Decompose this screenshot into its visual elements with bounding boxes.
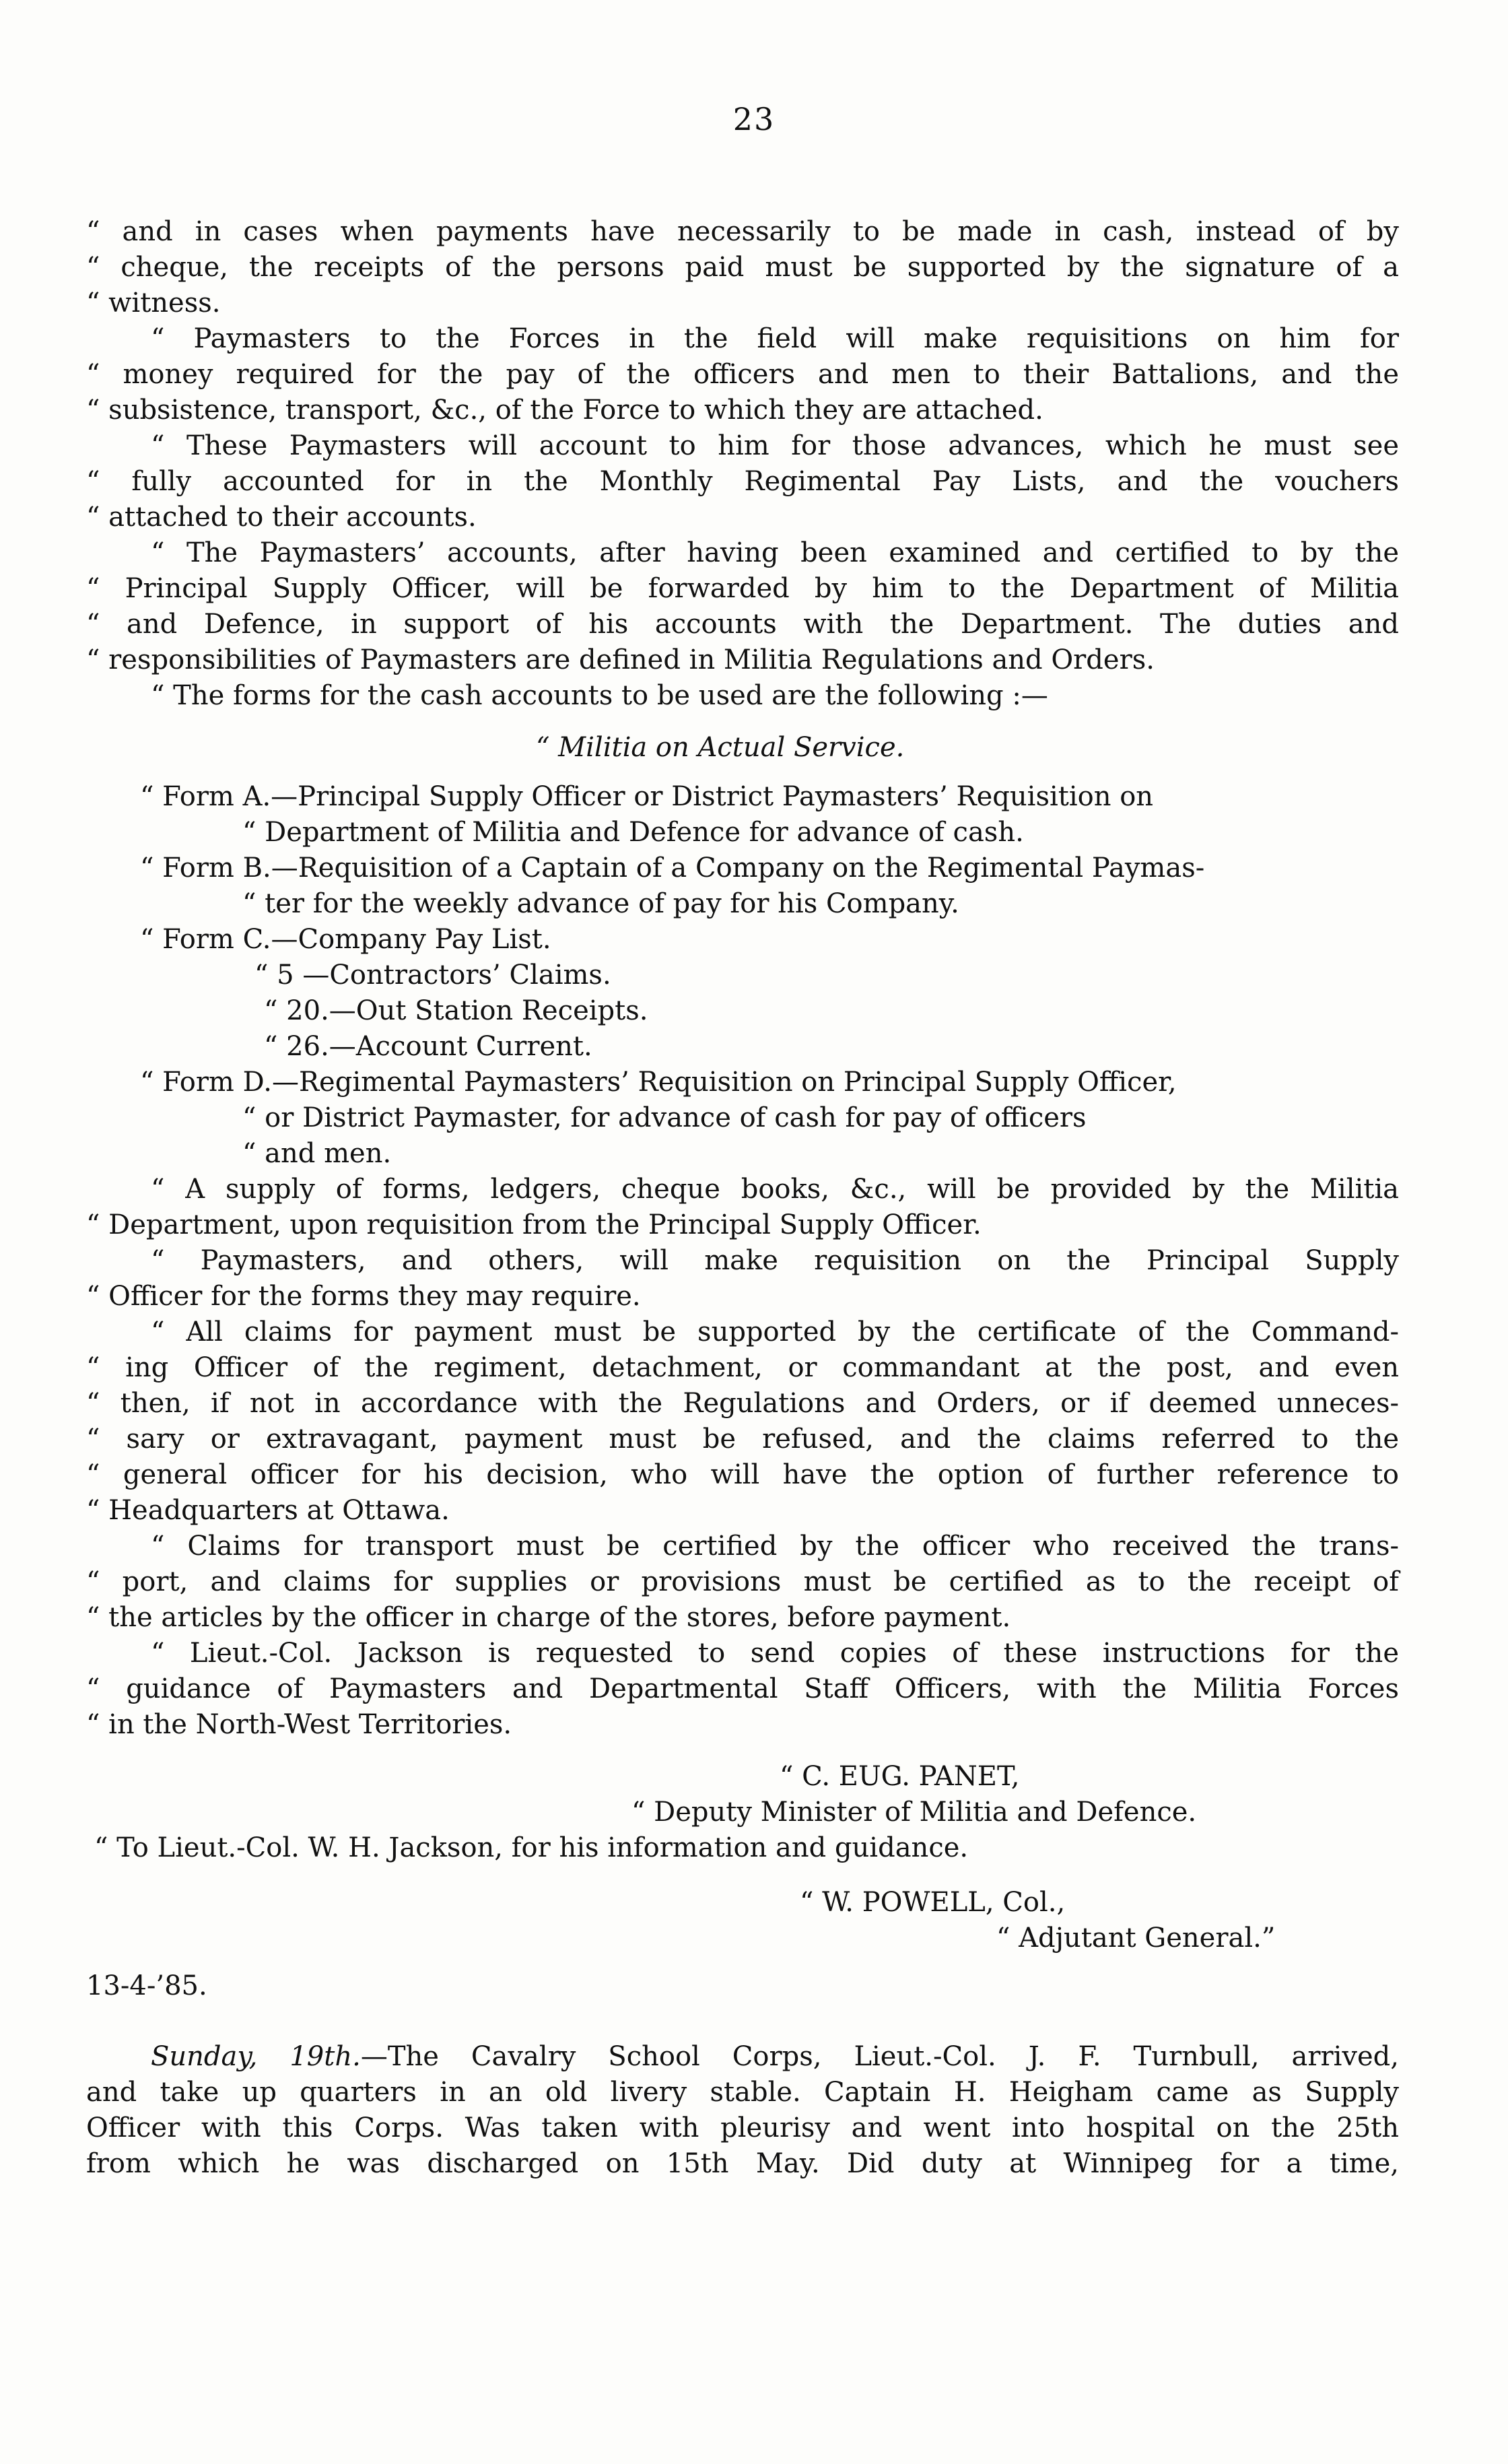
text-line: “ the articles by the officer in charge of the stores, before payment. [86,1602,1011,1633]
paragraph-paymasters-requisitions [86,321,1399,428]
date-line: 13-4-’85. [86,1970,207,2001]
form-item-continued: “ Department of Militia and Defence for advance of cash. [242,817,1024,848]
paragraph-cheque-payments [86,214,1399,321]
text-span: —The Cavalry School Corps, Lieut.-Col. J. F. Turnbull, arrived, [360,2041,1399,2072]
paragraph-cavalry-school [86,2039,1399,2182]
form-item: “ Form D.—Regimental Paymasters’ Requisition on Principal Supply Officer, [140,1067,1177,1098]
text-line: and take up quarters in an old livery stable. Captain H. Heigham came as Supply [86,2077,1399,2108]
text-line: “ All claims for payment must be supported by the certificate of the Command- [151,1317,1399,1347]
text-line: “ money required for the pay of the officers and men to their Battalions, and the [86,359,1399,390]
text-line: “ Lieut.-Col. Jackson is requested to send copies of these instructions for the [151,1638,1399,1669]
text-line: “ guidance of Paymasters and Departmental Staff Officers, with the Militia Forces [86,1673,1399,1704]
text-line: “ Principal Supply Officer, will be forwarded by him to the Department of Militia [86,573,1399,604]
paragraph-jackson-instructions [86,1636,1399,1743]
text-line: “ general officer for his decision, who will have the option of further reference to [86,1459,1399,1490]
text-line: “ Department, upon requisition from the Principal Supply Officer. [86,1209,982,1240]
form-item: “ Form A.—Principal Supply Officer or District Paymasters’ Requisition on [140,781,1154,812]
paragraph-transport-claims [86,1529,1399,1636]
text-line: “ and in cases when payments have necessarily to be made in cash, instead of by [86,216,1399,247]
section-heading: “ Militia on Actual Service. [536,732,905,763]
text-line: “ The Paymasters’ accounts, after having been examined and certified to by the [151,537,1399,568]
paragraph-account-advances [86,428,1399,535]
text-line: “ and Defence, in support of his accounts with the Department. The duties and [86,609,1399,640]
text-line: “ in the North-West Territories. [86,1709,512,1740]
text-line: “ then, if not in accordance with the Regulations and Orders, or if deemed unneces- [86,1388,1399,1419]
paragraph-supply-of-forms [86,1172,1399,1243]
signature-panet [86,1759,1399,1830]
form-item-continued: “ or District Paymaster, for advance of cash for pay of officers [242,1102,1087,1133]
text-line: “ These Paymasters will account to him for those advances, which he must see [151,430,1399,461]
signature-title: “ Deputy Minister of Militia and Defence. [631,1797,1197,1828]
text-line: “ cheque, the receipts of the persons paid must be supported by the signature of a [86,252,1399,283]
text-line: “ Headquarters at Ottawa. [86,1495,450,1526]
text-line: “ subsistence, transport, &c., of the Force to which they are attached. [86,395,1043,426]
signature-name: “ W. POWELL, Col., [800,1887,1066,1918]
paragraph-requisition-forms [86,1243,1399,1314]
form-item: “ Form B.—Requisition of a Captain of a Company on the Regimental Paymas- [140,853,1205,884]
form-subitem: “ 5 —Contractors’ Claims. [254,960,611,991]
text-line: “ Officer for the forms they may require. [86,1281,641,1312]
text-line: “ fully accounted for in the Monthly Regimental Pay Lists, and the vouchers [86,466,1399,497]
text-line: “ ing Officer of the regiment, detachment, or commandant at the post, and even [86,1352,1399,1383]
text-line: “ Paymasters to the Forces in the field will make requisitions on him for [151,323,1399,354]
text-line: “ port, and claims for supplies or provisions must be certified as to the receipt of [86,1566,1399,1597]
form-item-continued: “ and men. [242,1138,392,1169]
text-line [86,2039,1399,2075]
signature-name: “ C. EUG. PANET, [780,1761,1020,1792]
paragraph-claims-for-payment [86,1314,1399,1529]
document-body [86,214,1399,2182]
text-line: Officer with this Corps. Was taken with pleurisy and went into hospital on the 25th [86,2112,1399,2143]
text-line: “ attached to their accounts. [86,502,477,533]
page-number: 23 [732,101,776,137]
forms-intro: “ The forms for the cash accounts to be used are the following :— [151,680,1048,711]
text-line: “ responsibilities of Paymasters are defined in Militia Regulations and Orders. [86,644,1155,675]
form-item: “ Form C.—Company Pay List. [140,924,551,955]
addressee-line: “ To Lieut.-Col. W. H. Jackson, for his information and guidance. [94,1832,969,1863]
forms-list [86,779,1399,1172]
form-subitem: “ 26.—Account Current. [264,1031,592,1062]
paragraph-paymasters-accounts [86,535,1399,678]
text-line: from which he was discharged on 15th May. Did duty at Winnipeg for a time, [86,2148,1399,2179]
signature-powell [86,1885,1399,1956]
form-subitem: “ 20.—Out Station Receipts. [264,995,648,1026]
text-line: “ witness. [86,288,221,319]
text-line: “ A supply of forms, ledgers, cheque books, &c., will be provided by the Militia [151,1174,1399,1205]
signature-title: “ Adjutant General.” [996,1923,1276,1954]
text-line: “ Claims for transport must be certified by the officer who received the trans- [151,1531,1399,1562]
text-line: “ Paymasters, and others, will make requisition on the Principal Supply [151,1245,1399,1276]
day-label: Sunday, 19th. [151,2041,361,2072]
text-line: “ sary or extravagant, payment must be refused, and the claims referred to the [86,1424,1399,1455]
form-item-continued: “ ter for the weekly advance of pay for his Company. [242,888,959,919]
